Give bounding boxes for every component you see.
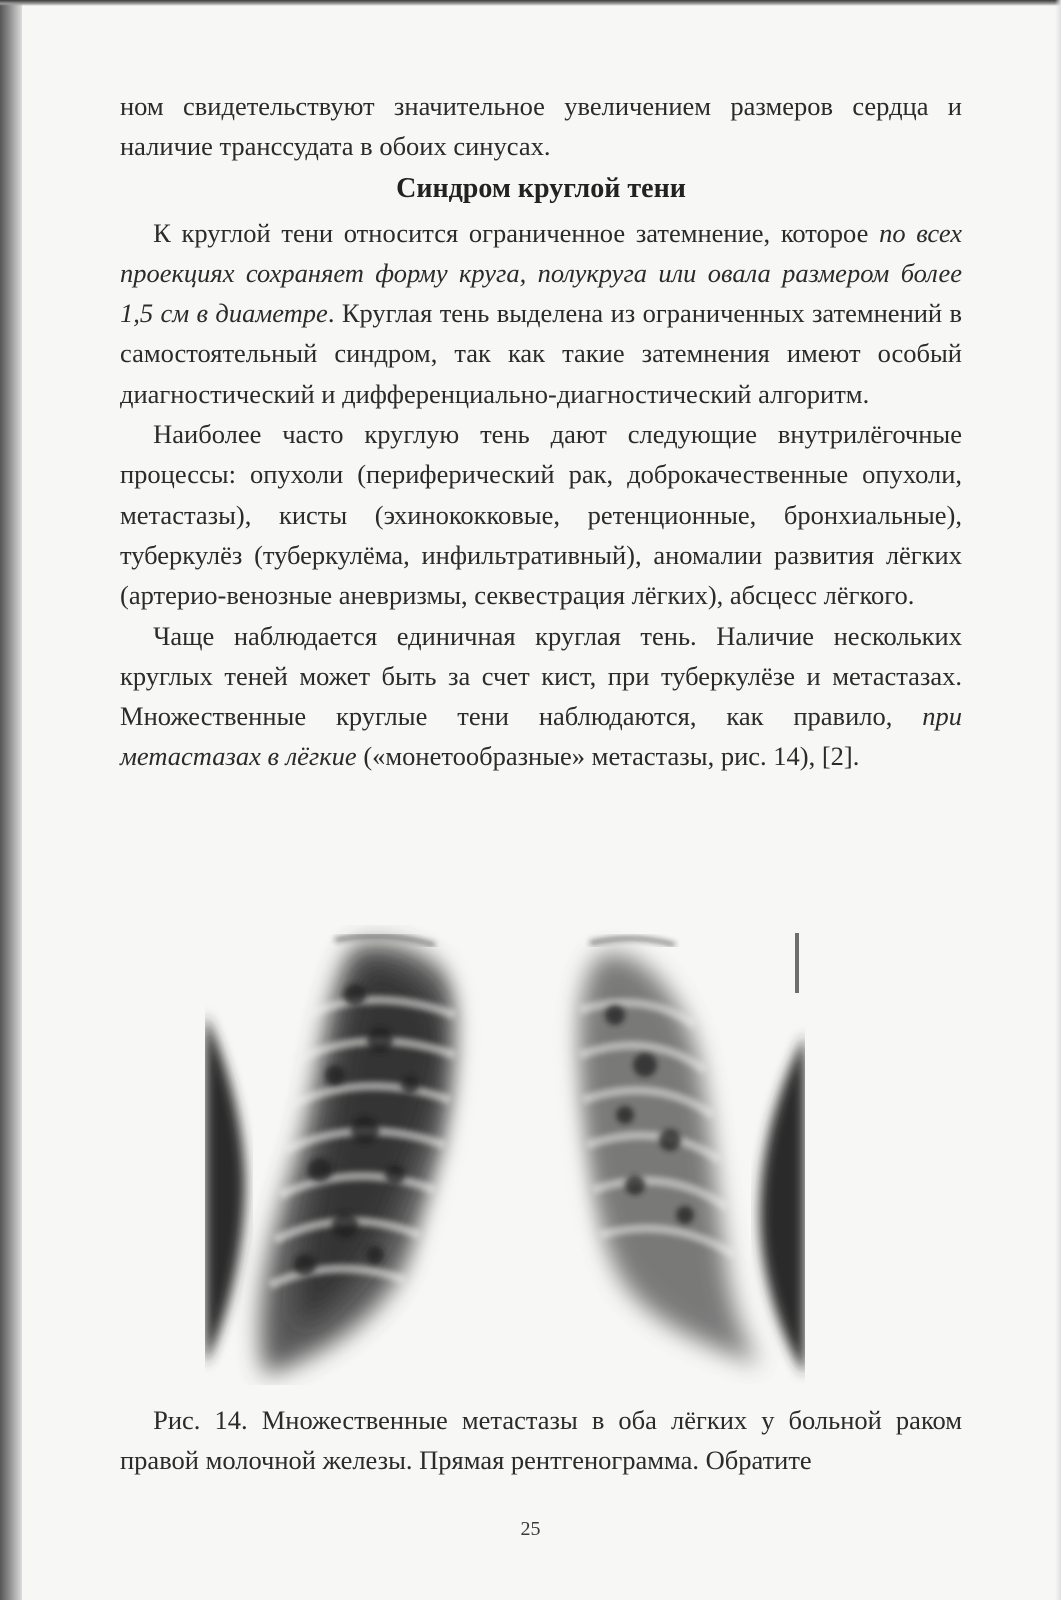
chest-xray-figure — [205, 925, 805, 1385]
page-number: 25 — [520, 1518, 541, 1540]
paragraph-text: К круглой тени относится ограниченное затемнение, которое — [153, 217, 880, 248]
paragraph-multiple-shadows — [120, 616, 962, 777]
page-binding-edge — [0, 0, 22, 1600]
paragraph-continuation: ном свидетельствуют значительное увеличением размеров сердца и наличие транссудата в обоих синусах. — [120, 91, 962, 162]
page-text — [120, 86, 962, 777]
paragraph-causes: Наиболее часто круглую тень дают следующие внутрилёгочные процессы: опухоли (периферический рак, доброкачественные опухоли, метастазы), кисты (эхинококковые, ретенционные, бронхиальные), туберкулёз (туберкулёма, инфильтративный), аномалии развития лёгких (артерио-венозные аневризмы, секвестрация лёгких), абсцесс лёгкого. — [120, 419, 962, 611]
chest-xray-image — [205, 925, 805, 1385]
paragraph-text: («монетообразные» метастазы, рис. 14), [2]. — [356, 741, 860, 772]
paragraph-definition — [120, 213, 962, 414]
paragraph-text: . Круглая тень выделена из ограниченных затемнений в самостоятельный синдром, так как такие затемнения имеют особый диагностический и дифференциально-диагностический алгоритм. — [120, 298, 962, 409]
figure-caption: Рис. 14. Множественные метастазы в оба лёгких у больной раком правой молочной железы. Прямая рентгенограмма. Обратите — [120, 1405, 962, 1475]
paragraph-text: Чаще наблюдается единичная круглая тень. Наличие нескольких круглых теней может быть за счет кист, при туберкулёзе и метастазах. Множественные круглые тени наблюдаются, как правило, — [120, 620, 962, 732]
page-right-edge — [1055, 0, 1061, 1600]
page-top-edge — [0, 0, 1061, 6]
italic-emphasis: при метастазах в лёгкие — [120, 701, 962, 772]
italic-definition: по всех проекциях сохраняет форму круга, полукруга или овала размером более 1,5 см в диаметре — [120, 217, 962, 329]
section-title: Синдром круглой тени — [396, 172, 686, 204]
